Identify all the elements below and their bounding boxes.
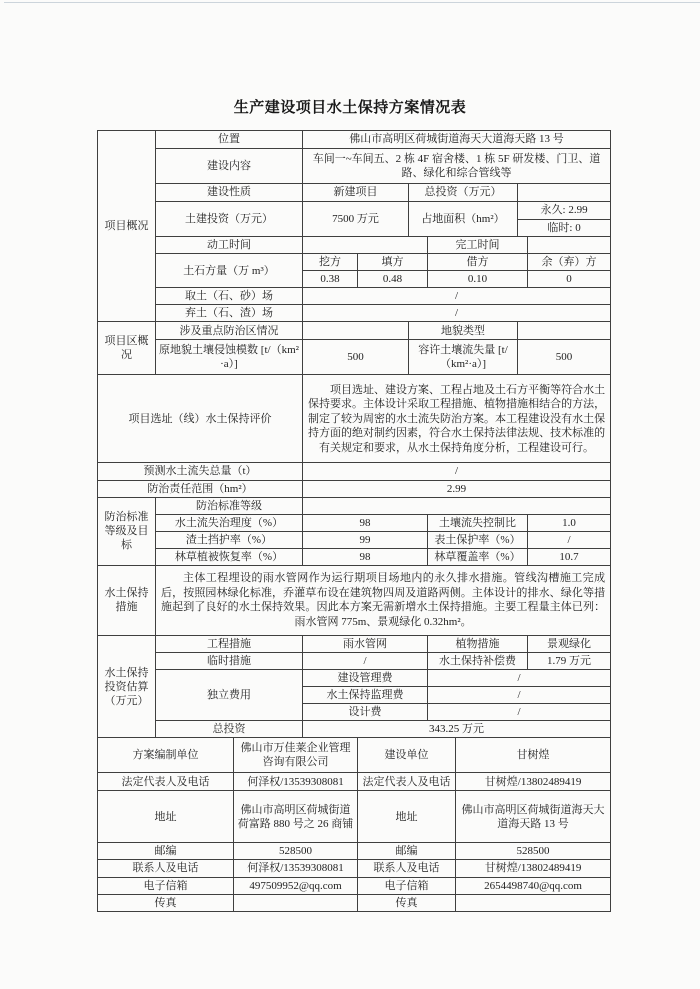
compiler-postcode-label: 邮编	[98, 843, 234, 860]
independent-cost-label: 独立费用	[156, 670, 303, 721]
section-control-targets-label: 防治标准等级及目标	[98, 497, 156, 565]
compiler-fax-value	[234, 894, 358, 911]
owner-address-value: 佛山市高明区荷城街道海天大道海天路 13 号	[456, 791, 611, 843]
compiler-email-value: 497509952@qq.com	[234, 877, 358, 894]
compiler-email-label: 电子信箱	[98, 877, 234, 894]
standard-grade-label: 防治标准等级	[156, 497, 303, 514]
spoil-site-value: /	[303, 305, 611, 322]
earthwork-col-borrow: 借方	[428, 254, 528, 271]
compiler-address-value: 佛山市高明区荷城街道荷富路 880 号之 26 商铺	[234, 791, 358, 843]
topsoil-protection-rate-label: 表土保护率（%）	[428, 531, 528, 548]
supervision-fee-label: 水土保持监理费	[303, 687, 428, 704]
spoil-site-label: 弃土（石、渣）场	[156, 305, 303, 322]
total-investment-value	[518, 184, 611, 202]
earthwork-col-fill: 填方	[358, 254, 428, 271]
construction-nature-label: 建设性质	[156, 184, 303, 202]
compiler-legal-rep-value: 何泽权/13539308081	[234, 773, 358, 791]
compensation-fee-label: 水土保持补偿费	[428, 653, 528, 670]
vegetation-coverage-label: 林草覆盖率（%）	[428, 548, 528, 565]
soil-loss-control-ratio-value: 1.0	[528, 514, 611, 531]
location-value: 佛山市高明区荷城街道海天大道海天路 13 号	[303, 131, 611, 149]
section-project-area-label: 项目区概况	[98, 322, 156, 375]
predicted-soil-loss-label: 预测水土流失总量（t）	[98, 463, 303, 480]
management-fee-label: 建设管理费	[303, 670, 428, 687]
section-swc-measures-label: 水土保持措施	[98, 565, 156, 635]
erosion-modulus-label: 原地貌土壤侵蚀模数 [t/（km²·a）]	[156, 340, 303, 375]
supervision-fee-value: /	[428, 687, 611, 704]
owner-contact-label: 联系人及电话	[358, 860, 456, 877]
owner-legal-rep-value: 甘树煌/13802489419	[456, 773, 611, 791]
total-investment-row-label: 总投资	[156, 721, 303, 738]
soil-loss-control-ratio-label: 土壤流失控制比	[428, 514, 528, 531]
swc-plan-table	[97, 130, 611, 912]
earthwork-label: 土石方量（万 m³）	[156, 254, 303, 288]
compiler-fax-label: 传真	[98, 894, 234, 911]
management-fee-value: /	[428, 670, 611, 687]
compiler-legal-rep-label: 法定代表人及电话	[98, 773, 234, 791]
section-investment-label: 水土保持投资估算（万元）	[98, 635, 156, 737]
construction-unit-value: 甘树煌	[456, 738, 611, 773]
treatment-degree-label: 水土流失治理度（%）	[156, 514, 303, 531]
site-evaluation-text: 项目选址、建设方案、工程占地及土石方平衡等符合水土保持要求。主体设计采取工程措施、植物措施相结合的方法，制定了较为周密的水土流失防治方案。本工程建设没有水土保持方面的绝对制约因素，符合水土保持法律法规、技术标准的有关规定和要求，从水土保持角度分析，工程建设可行。	[303, 375, 611, 463]
allowable-soil-loss-label: 容许土壤流失量 [t/（km²·a）]	[409, 340, 518, 375]
owner-postcode-label: 邮编	[358, 843, 456, 860]
predicted-soil-loss-value: /	[303, 463, 611, 480]
plan-compiler-value: 佛山市万佳莱企业管理咨询有限公司	[234, 738, 358, 773]
landform-type-label: 地貌类型	[409, 322, 518, 340]
finish-time-label: 完工时间	[428, 237, 528, 254]
topsoil-protection-rate-value: /	[528, 531, 611, 548]
construction-content-value: 车间一~车间五、2 栋 4F 宿舍楼、1 栋 5F 研发楼、门卫、道路、绿化和综合管线等	[303, 149, 611, 184]
civil-investment-value: 7500 万元	[303, 202, 409, 237]
compiler-postcode-value: 528500	[234, 843, 358, 860]
construction-unit-label: 建设单位	[358, 738, 456, 773]
plant-measures-value: 景观绿化	[528, 635, 611, 652]
earthwork-val-fill: 0.48	[358, 271, 428, 288]
erosion-modulus-value: 500	[303, 340, 409, 375]
total-investment-row-value: 343.25 万元	[303, 721, 611, 738]
plant-measures-label: 植物措施	[428, 635, 528, 652]
key-prevention-zone-label: 涉及重点防治区情况	[156, 322, 303, 340]
start-time-label: 动工时间	[156, 237, 303, 254]
engineering-measures-value: 雨水管网	[303, 635, 428, 652]
swc-measures-text: 主体工程埋设的雨水管网作为运行期项目场地内的永久排水措施。管线沟槽施工完成后，按照园林绿化标准，乔灌草布设在建筑物四周及道路两侧。主体设计的排水、绿化等措施起到了良好的水土保持效果。因此本方案无需新增水土保持措施。主要工程量主体已列：雨水管网 775m、景观绿化 0.32hm²。	[156, 565, 611, 635]
civil-investment-label: 土建投资（万元）	[156, 202, 303, 237]
standard-grade-value	[303, 497, 611, 514]
borrow-site-label: 取土（石、砂）场	[156, 288, 303, 305]
land-area-permanent: 永久: 2.99	[518, 202, 611, 220]
finish-time-value	[528, 237, 611, 254]
owner-fax-label: 传真	[358, 894, 456, 911]
design-fee-value: /	[428, 704, 611, 721]
temporary-measures-value: /	[303, 653, 428, 670]
construction-nature-value: 新建项目	[303, 184, 409, 202]
owner-address-label: 地址	[358, 791, 456, 843]
responsibility-scope-value: 2.99	[303, 480, 611, 497]
scan-artifact-line	[4, 2, 700, 3]
spoil-protection-rate-label: 渣土挡护率（%）	[156, 531, 303, 548]
owner-contact-value: 甘树煌/13802489419	[456, 860, 611, 877]
design-fee-label: 设计费	[303, 704, 428, 721]
owner-fax-value	[456, 894, 611, 911]
vegetation-coverage-value: 10.7	[528, 548, 611, 565]
compensation-fee-value: 1.79 万元	[528, 653, 611, 670]
borrow-site-value: /	[303, 288, 611, 305]
allowable-soil-loss-value: 500	[518, 340, 611, 375]
vegetation-recovery-rate-value: 98	[303, 548, 428, 565]
responsibility-scope-label: 防治责任范围（hm²）	[98, 480, 303, 497]
treatment-degree-value: 98	[303, 514, 428, 531]
start-time-value	[303, 237, 428, 254]
construction-content-label: 建设内容	[156, 149, 303, 184]
total-investment-label: 总投资（万元）	[409, 184, 518, 202]
temporary-measures-label: 临时措施	[156, 653, 303, 670]
earthwork-val-surplus: 0	[528, 271, 611, 288]
engineering-measures-label: 工程措施	[156, 635, 303, 652]
earthwork-val-borrow: 0.10	[428, 271, 528, 288]
compiler-contact-label: 联系人及电话	[98, 860, 234, 877]
key-prevention-zone-value	[303, 322, 409, 340]
land-area-label: 占地面积（hm²）	[409, 202, 518, 237]
plan-compiler-label: 方案编制单位	[98, 738, 234, 773]
land-area-temporary: 临时: 0	[518, 220, 611, 237]
owner-email-label: 电子信箱	[358, 877, 456, 894]
landform-type-value	[518, 322, 611, 340]
earthwork-col-excavation: 挖方	[303, 254, 358, 271]
section-project-overview-label: 项目概况	[98, 131, 156, 322]
vegetation-recovery-rate-label: 林草植被恢复率（%）	[156, 548, 303, 565]
compiler-address-label: 地址	[98, 791, 234, 843]
earthwork-val-excavation: 0.38	[303, 271, 358, 288]
page-title: 生产建设项目水土保持方案情况表	[233, 100, 467, 116]
owner-legal-rep-label: 法定代表人及电话	[358, 773, 456, 791]
earthwork-col-surplus: 余（弃）方	[528, 254, 611, 271]
owner-postcode-value: 528500	[456, 843, 611, 860]
location-label: 位置	[156, 131, 303, 149]
site-evaluation-label: 项目选址（线）水土保持评价	[98, 375, 303, 463]
compiler-contact-value: 何泽权/13539308081	[234, 860, 358, 877]
spoil-protection-rate-value: 99	[303, 531, 428, 548]
owner-email-value: 2654498740@qq.com	[456, 877, 611, 894]
